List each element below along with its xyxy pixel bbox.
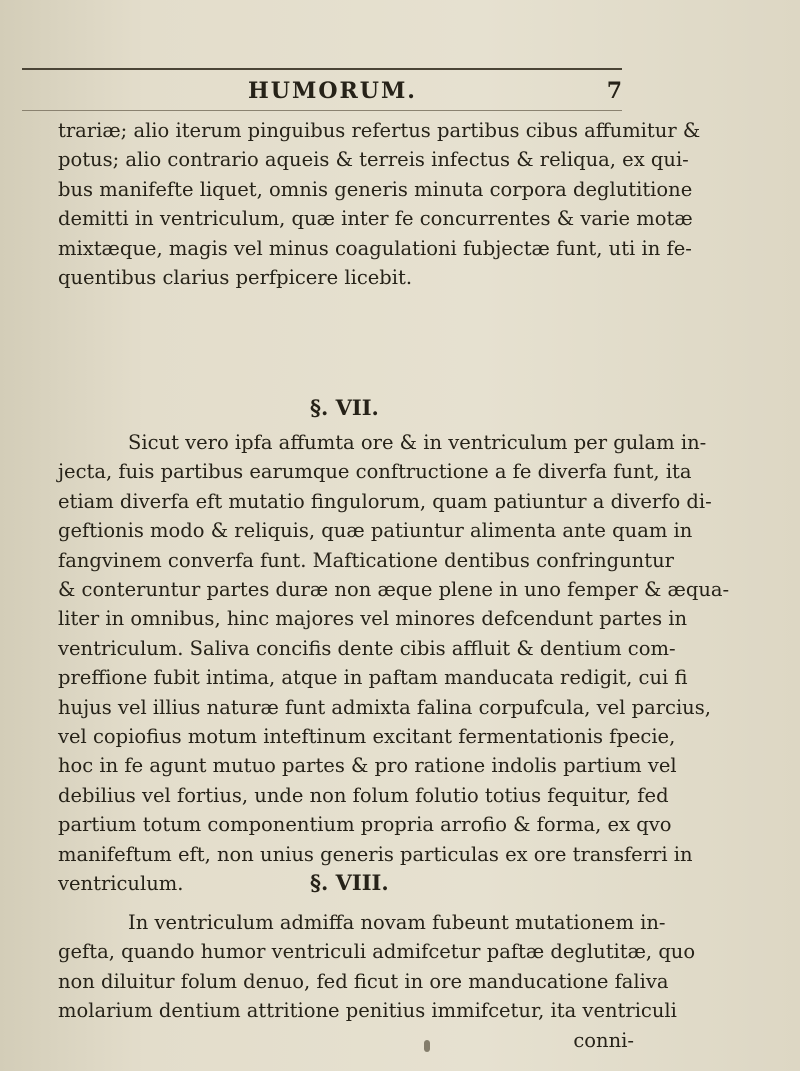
text-line: hujus vel illius naturæ funt admixta falina corpufcula, vel parcius,	[58, 695, 711, 719]
text-line: geftionis modo & reliquis, quæ patiuntur alimenta ante quam in	[58, 519, 693, 543]
text-line: mixtæque, magis vel minus coagulationi fubjectæ funt, uti in fe-	[58, 236, 692, 260]
section-heading-7: §. VII.	[310, 395, 379, 420]
text-line: demitti in ventriculum, quæ inter fe concurrentes & varie motæ	[58, 207, 693, 231]
text-line: ventriculum. Saliva concifis dente cibis affluit & dentium com-	[58, 636, 676, 660]
text-line: ventriculum.	[58, 872, 184, 896]
text-line: trariæ; alio iterum pinguibus refertus partibus cibus affumitur &	[58, 119, 701, 142]
text-line: potus; alio contrario aqueis & terreis infectus & reliqua, ex qui-	[58, 148, 689, 172]
text-line: non diluitur folum denuo, fed ficut in ore manducatione faliva	[58, 969, 669, 993]
header-rule	[22, 110, 622, 111]
text-line: gefta, quando humor ventriculi admifcetur paftæ deglutitæ, quo	[58, 940, 696, 964]
catchword: conni-	[573, 1028, 634, 1052]
text-line: jecta, fuis partibus earumque conftructione a fe diverfa funt, ita	[58, 460, 692, 484]
text-line: & conteruntur partes duræ non æque plene in uno femper & æqua-	[58, 578, 730, 602]
text-line: Sicut vero ipfa affumta ore & in ventriculum per gulam in-	[128, 431, 707, 454]
page-number: 7	[606, 78, 622, 104]
text-line: In ventriculum admiffa novam fubeunt mutationem in-	[128, 911, 666, 934]
text-line: hoc in fe agunt mutuo partes & pro ratione indolis partium vel	[58, 754, 677, 778]
text-line: preffione fubit intima, atque in paftam manducata redigit, cui fi	[58, 666, 688, 690]
text-line: quentibus clarius perfpicere licebit.	[58, 266, 413, 290]
ink-speck	[424, 1040, 430, 1052]
text-line: etiam diverfa eft mutatio fingulorum, quam patiuntur a diverfo di-	[58, 489, 712, 513]
page-header	[22, 78, 622, 108]
running-head: HUMORUM.	[248, 78, 417, 104]
text-line: debilius vel fortius, unde non folum folutio totius fequitur, fed	[58, 783, 669, 807]
paragraph-2	[58, 428, 730, 899]
text-line: liter in omnibus, hinc majores vel minores defcendunt partes in	[58, 607, 688, 631]
text-line: molarium dentium attritione penitius immifcetur, ita ventriculi	[58, 999, 677, 1023]
text-line: bus manifefte liquet, omnis generis minuta corpora deglutitione	[58, 177, 693, 201]
text-line: partium totum componentium propria arrofio & forma, ex qvo	[58, 813, 672, 837]
section-heading-8: §. VIII.	[310, 870, 389, 895]
text-line: manifeftum eft, non unius generis particulas ex ore transferri in	[58, 842, 693, 866]
text-line: vel copiofius motum inteftinum excitant fermentationis fpecie,	[58, 725, 676, 749]
paragraph-1	[58, 116, 701, 292]
top-rule	[22, 68, 622, 70]
text-line: fangvinem converfa funt. Mafticatione dentibus confringuntur	[58, 548, 674, 572]
paragraph-3	[58, 908, 694, 1055]
